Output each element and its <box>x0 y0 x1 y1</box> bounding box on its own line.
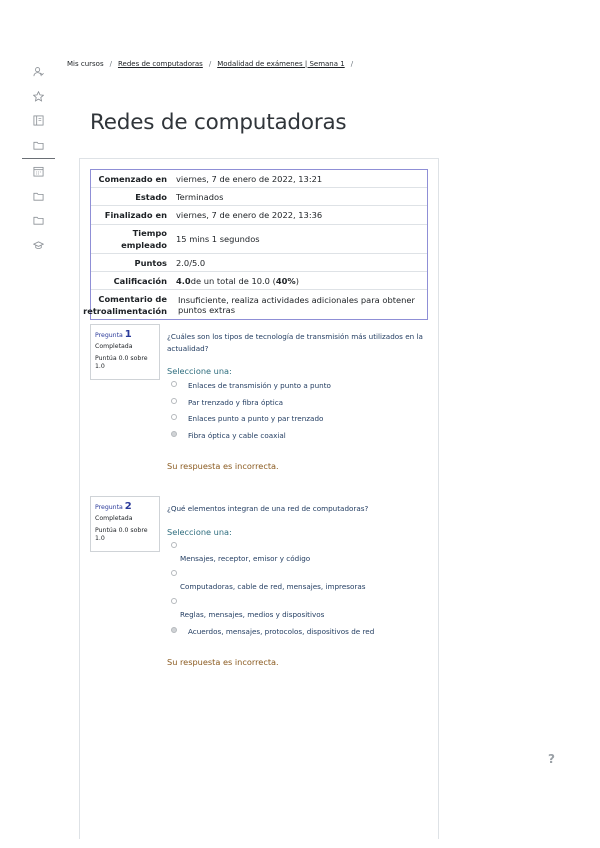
answer-option[interactable]: Computadoras, cable de red, mensajes, impresoras <box>180 582 366 591</box>
summary-label: Puntos <box>134 257 167 268</box>
answer-radio-selected[interactable] <box>171 431 177 437</box>
star-icon[interactable] <box>33 91 44 102</box>
grade-value: 4.0 <box>176 275 191 286</box>
answer-option[interactable]: Fibra óptica y cable coaxial <box>188 431 286 440</box>
answer-radio[interactable] <box>171 542 177 548</box>
breadcrumb-my-courses[interactable]: Mis cursos <box>67 60 104 68</box>
summary-label: Finalizado en <box>104 210 167 220</box>
book-icon[interactable] <box>33 115 44 126</box>
calendar-icon[interactable] <box>33 166 44 177</box>
question-number: Pregunta 1 <box>95 329 132 340</box>
answer-feedback: Su respuesta es incorrecta. <box>167 461 279 471</box>
question-status: Completada <box>95 343 133 350</box>
breadcrumb-separator: / <box>208 60 212 68</box>
quiz-summary-table <box>83 169 428 320</box>
question-text: ¿Cuáles son los tipos de tecnología de transmisión más utilizados en la actualidad? <box>167 332 423 353</box>
folder-icon[interactable] <box>33 215 44 226</box>
summary-row-finished <box>91 206 427 225</box>
grade-close: ) <box>295 275 299 286</box>
active-item-indicator <box>22 158 55 159</box>
answer-option[interactable]: Par trenzado y fibra óptica <box>188 398 284 407</box>
folder-icon[interactable] <box>33 191 44 202</box>
folder-icon[interactable] <box>33 140 44 151</box>
summary-row-feedback <box>83 290 427 319</box>
summary-value: Terminados <box>176 191 224 202</box>
summary-label: Calificación <box>113 275 167 286</box>
answer-prompt: Seleccione una: <box>167 366 232 376</box>
answer-option[interactable]: Acuerdos, mensajes, protocolos, dispositivos de red <box>188 627 375 636</box>
summary-row-grade <box>91 272 427 290</box>
question-number: Pregunta 2 <box>95 501 132 512</box>
summary-value: 2.0/5.0 <box>176 257 206 268</box>
summary-value: viernes, 7 de enero de 2022, 13:36 <box>176 210 323 220</box>
breadcrumb-separator: / <box>109 60 112 68</box>
summary-value: 15 mins 1 segundos <box>176 234 260 244</box>
summary-value: viernes, 7 de enero de 2022, 13:21 <box>176 173 323 184</box>
breadcrumb-separator: / <box>350 60 354 68</box>
answer-radio[interactable] <box>171 398 177 404</box>
summary-label: Tiempo empleado <box>121 228 167 250</box>
answer-radio-selected[interactable] <box>171 627 177 633</box>
answer-radio[interactable] <box>171 414 177 420</box>
help-button[interactable]: ? <box>548 752 555 766</box>
answer-option[interactable]: Reglas, mensajes, medios y dispositivos <box>180 610 325 619</box>
summary-label: Comenzado en <box>98 173 167 184</box>
answer-radio[interactable] <box>171 570 177 576</box>
grade-total: de un total de 10.0 ( <box>190 275 276 286</box>
answer-option[interactable]: Enlaces punto a punto y par trenzado <box>188 414 324 423</box>
answer-radio[interactable] <box>171 381 177 387</box>
left-drawer <box>0 0 56 848</box>
breadcrumb <box>67 60 359 68</box>
question-score: Puntúa 0.0 sobre 1.0 <box>95 527 148 542</box>
question-info-1 <box>90 324 160 380</box>
question-score: Puntúa 0.0 sobre 1.0 <box>95 355 148 370</box>
summary-label: Estado <box>135 191 167 202</box>
grade-percent: 40% <box>275 275 296 286</box>
summary-value <box>172 272 427 289</box>
answer-option[interactable]: Mensajes, receptor, emisor y código <box>180 554 311 563</box>
summary-label: Comentario de retroalimentación <box>83 293 168 316</box>
summary-row-points <box>91 254 427 272</box>
summary-row-started <box>91 170 427 188</box>
answer-option[interactable]: Enlaces de transmisión y punto a punto <box>188 381 331 390</box>
question-info-2 <box>90 496 160 552</box>
summary-value: Insuficiente, realiza actividades adicionales para obtener puntos extras <box>178 294 415 315</box>
breadcrumb-section[interactable]: Modalidad de exámenes | Semana 1 <box>217 60 345 68</box>
page-title: Redes de computadoras <box>90 110 347 135</box>
graduation-cap-icon[interactable] <box>33 240 44 251</box>
users-icon[interactable] <box>33 66 44 77</box>
question-text: ¿Qué elementos integran de una red de computadoras? <box>167 504 369 513</box>
answer-prompt: Seleccione una: <box>167 527 232 537</box>
summary-row-time-taken <box>91 225 427 254</box>
question-status: Completada <box>95 515 133 522</box>
breadcrumb-course[interactable]: Redes de computadoras <box>117 60 203 68</box>
summary-row-state <box>91 188 427 206</box>
answer-feedback: Su respuesta es incorrecta. <box>167 657 279 667</box>
answer-radio[interactable] <box>171 598 177 604</box>
